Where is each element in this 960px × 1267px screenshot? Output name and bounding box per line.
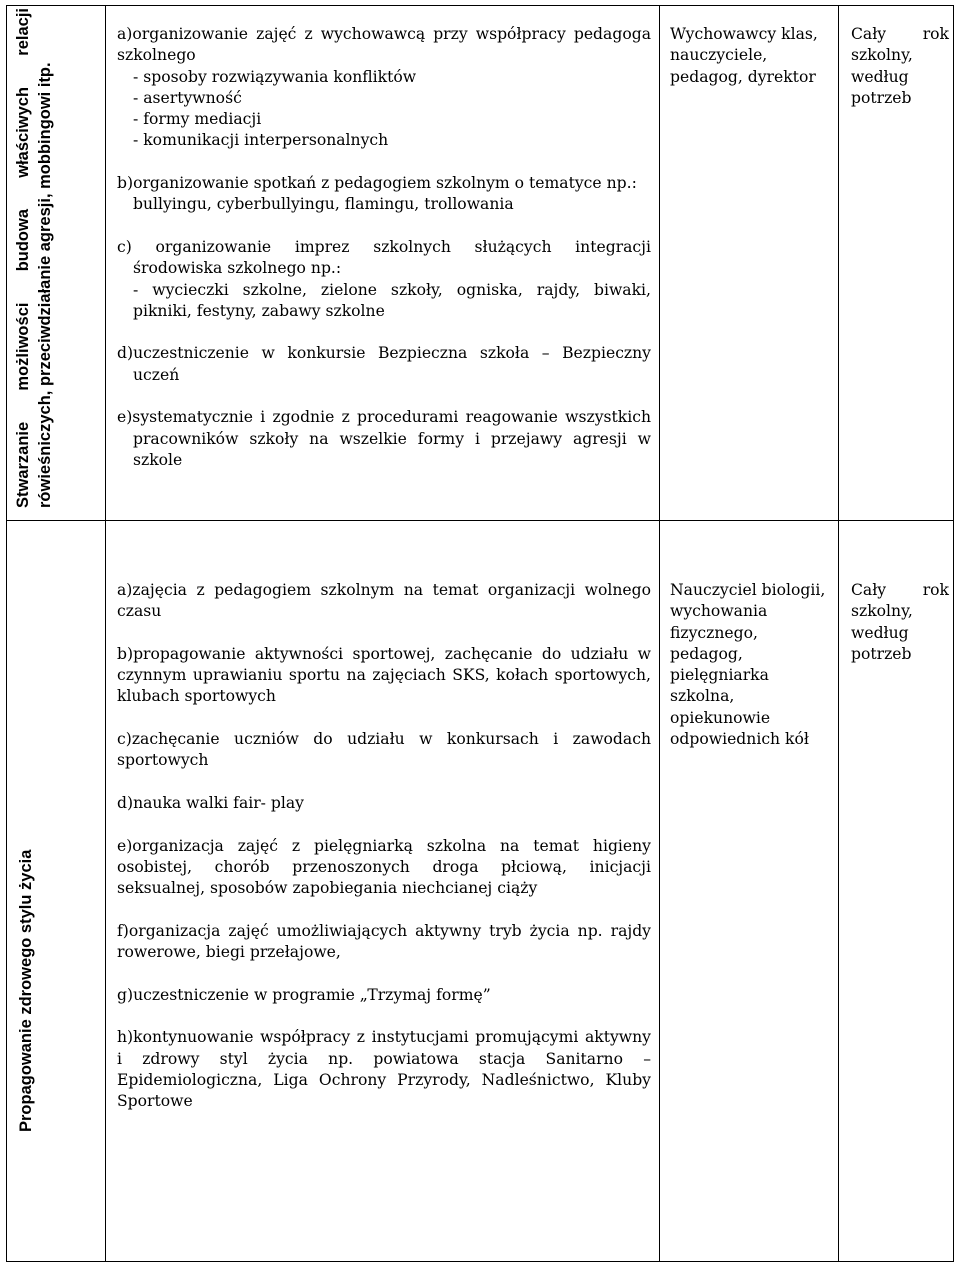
responsible-row2: Nauczyciel biologii, wychowania fizycznego, pedagog, pielęgniarka szkolna, opiekunowie odpowiednich kół xyxy=(670,581,826,749)
task2-a: a)zajęcia z pedagogiem szkolnym na temat organizacji wolnego czasu xyxy=(117,581,651,621)
border-col1 xyxy=(105,5,106,1262)
task-c-item-1: - wycieczki szkolne, zielone szkoły, ogniska, rajdy, biwaki, pikniki, festyny, zabawy szkolne xyxy=(133,280,651,320)
tasks-cell-row2 xyxy=(117,580,651,1112)
term-row2: Cały rok szkolny, według potrzeb xyxy=(851,581,949,663)
task2-c: c)zachęcanie uczniów do udziału w konkursach i zawodach sportowych xyxy=(117,730,651,770)
task-d: d)uczestniczenie w konkursie Bezpieczna szkoła – Bezpieczny uczeń xyxy=(117,344,651,384)
task-b-head: b)organizowanie spotkań z pedagogiem szkolnym o tematyce np.: xyxy=(117,174,637,193)
border-row-divider xyxy=(6,520,954,521)
term-row1: Cały rok szkolny, według potrzeb xyxy=(851,25,949,107)
task2-f: f)organizacja zajęć umożliwiających aktywny tryb życia np. rajdy rowerowe, biegi przełajowe, xyxy=(117,921,651,962)
task2-b: b)propagowanie aktywności sportowej, zachęcanie do udziału w czynnym uprawianiu sportu na zajęciach SKS, kołach sportowych, klubach sportowych xyxy=(117,644,651,706)
border-col2 xyxy=(659,5,660,1262)
area-title-row2: Propagowanie zdrowego stylu życia xyxy=(17,849,35,1132)
border-right xyxy=(953,5,954,1262)
responsible-row1: Wychowawcy klas, nauczyciele, pedagog, dyrektor xyxy=(670,25,818,86)
border-top xyxy=(6,5,954,6)
task2-e: e)organizacja zajęć z pielęgniarką szkolna na temat higieny osobistej, chorób przenoszonych droga płciową, inicjacji seksualnej, sposobów zapobiegania niechcianej ciąży xyxy=(117,836,651,898)
responsible-cell-row1 xyxy=(670,24,830,88)
area-title-row1: Stwarzanie możliwości budowa właściwych relacji rówieśniczych, przeciwdziałanie agresji, mobbingowi itp. xyxy=(14,8,54,508)
responsible-cell-row2 xyxy=(670,580,830,750)
task-a-item-3: - formy mediacji xyxy=(133,110,262,129)
task2-g: g)uczestniczenie w programie „Trzymaj formę” xyxy=(117,985,491,1004)
tasks-cell-row1 xyxy=(117,24,651,471)
task-e: e)systematycznie i zgodnie z procedurami reagowanie wszystkich pracowników szkoły na wszelkie formy i przejawy agresji w szkole xyxy=(117,408,651,469)
task-b-item-1: bullyingu, cyberbullyingu, flamingu, trollowania xyxy=(133,195,514,214)
term-cell-row2 xyxy=(851,580,949,665)
task-c-head: c) organizowanie imprez szkolnych służących integracji środowiska szkolnego np.: xyxy=(117,237,651,278)
border-left xyxy=(6,5,7,1262)
task-a-item-2: - asertywność xyxy=(133,88,242,107)
border-bottom xyxy=(6,1261,954,1262)
task-a-item-4: - komunikacji interpersonalnych xyxy=(133,131,389,150)
task-a-item-1: - sposoby rozwiązywania konfliktów xyxy=(133,67,417,86)
task-a-head: a)organizowanie zajęć z wychowawcą przy współpracy pedagoga szkolnego xyxy=(117,25,651,65)
task2-h: h)kontynuowanie współpracy z instytucjami promującymi aktywny i zdrowy styl życia np. powiatowa stacja Sanitarno – Epidemiologiczna, Liga Ochrony Przyrody, Nadleśnictwo, Kluby Sportowe xyxy=(117,1028,651,1111)
task2-d: d)nauka walki fair- play xyxy=(117,793,304,812)
term-cell-row1 xyxy=(851,24,949,109)
border-col3 xyxy=(838,5,839,1262)
